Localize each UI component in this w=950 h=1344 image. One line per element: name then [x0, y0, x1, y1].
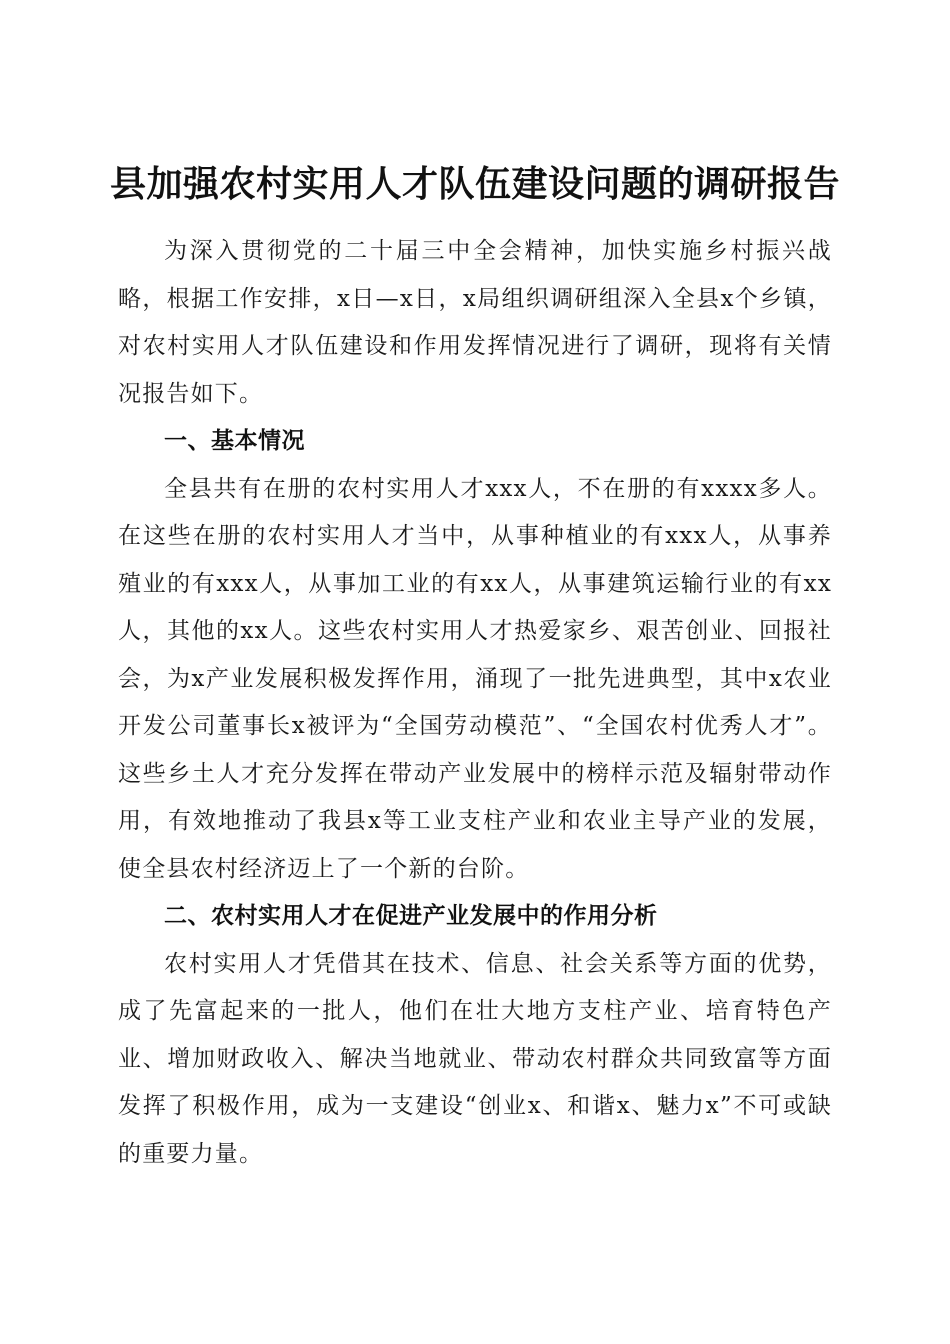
section-heading-role-analysis: 二、农村实用人才在促进产业发展中的作用分析: [164, 903, 658, 929]
section-heading-basic-situation: 一、基本情况: [164, 428, 305, 454]
document-body: [118, 228, 832, 1178]
role-analysis-paragraph: 农村实用人才凭借其在技术、信息、社会关系等方面的优势，成了先富起来的一批人，他们在壮大地方支柱产业、培育特色产业、增加财政收入、解决当地就业、带动农村群众共同致富等方面发挥了积极作用，成为一支建设“创业x、和谐x、魅力x”不可或缺的重要力量。: [118, 950, 832, 1167]
document-title: 县加强农村实用人才队伍建设问题的调研报告: [109, 163, 840, 206]
basic-situation-paragraph: 全县共有在册的农村实用人才xxx人，不在册的有xxxx多人。在这些在册的农村实用人才当中，从事种植业的有xxx人，从事养殖业的有xxx人，从事加工业的有xx人，从事建筑运输行业的有xx人，其他的xx人。这些农村实用人才热爱家乡、艰苦创业、回报社会，为x产业发展积极发挥作用，涌现了一批先进典型，其中x农业开发公司董事长x被评为“全国劳动模范”、“全国农村优秀人才”。这些乡土人才充分发挥在带动产业发展中的榜样示范及辐射带动作用，有效地推动了我县x等工业支柱产业和农业主导产业的发展，使全县农村经济迈上了一个新的台阶。: [118, 475, 832, 882]
intro-paragraph: 为深入贯彻党的二十届三中全会精神，加快实施乡村振兴战略，根据工作安排，x日—x日，x局组织调研组深入全县x个乡镇，对农村实用人才队伍建设和作用发挥情况进行了调研，现将有关情况报告如下。: [118, 238, 832, 407]
